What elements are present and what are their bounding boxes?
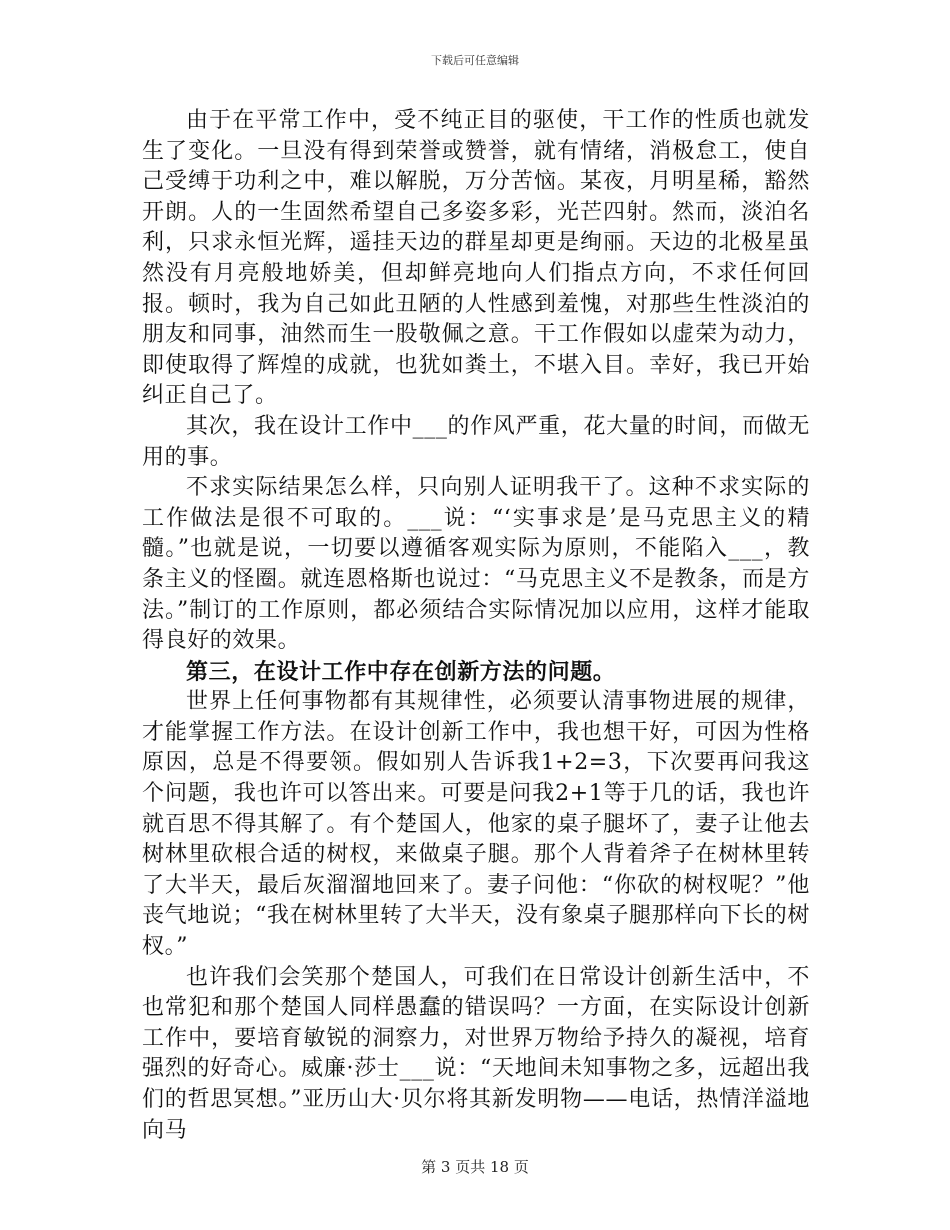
section-heading: 第三，在设计工作中存在创新方法的问题。 [186,658,616,685]
body-paragraph-1: 由于在平常工作中，受不纯正目的驱使，干工作的性质也就发生了变化。一旦没有得到荣誉或赞誉，就有情绪，消极怠工，使自己受缚于功利之中，难以解脱，万分苦恼。某夜，月明星稀，豁然开朗。人的一生固然希望自己多姿多彩，光芒四射。然而，淡泊名利，只求永恒光辉，遥挂天边的群星却更是绚丽。天边的北极星虽然没有月亮般地娇美，但却鲜亮地向人们指点方向，不求任何回报。顿时，我为自己如此丑陋的人性感到羞愧，对那些生性淡泊的朋友和同事，油然而生一股敬佩之意。干工作假如以虚荣为动力，即使取得了辉煌的成就，也犹如粪土，不堪入目。幸好，我已开始纠正自己了。 [142,108,810,409]
body-paragraph-2: 其次，我在设计工作中___的作风严重，花大量的时间，而做无用的事。 [142,413,810,470]
page-footer: 第 3 页共 18 页 [421,1158,529,1176]
document-body [142,106,810,1146]
body-paragraph-5: 也许我们会笑那个楚国人，可我们在日常设计创新生活中，不也常犯和那个楚国人同样愚蠢的错误吗？一方面，在实际设计创新工作中，要培育敏锐的洞察力，对世界万物给予持久的凝视，培育强烈的好奇心。威廉·莎士___说：“天地间未知事物之多，远超出我们的哲思冥想。”亚历山大·贝尔将其新发明物——电话，热情洋溢地向马 [142,964,810,1143]
page-header: 下载后可任意编辑 [431,54,519,67]
body-paragraph-4: 世界上任何事物都有其规律性，必须要认清事物进展的规律，才能掌握工作方法。在设计创新工作中，我也想干好，可因为性格原因，总是不得要领。假如别人告诉我1+2=3，下次要再问我这个问题，我也许可以答出来。可要是问我2+1等于几的话，我也许就百思不得其解了。有个楚国人，他家的桌子腿坏了，妻子让他去树林里砍根合适的树杈，来做桌子腿。那个人背着斧子在树林里转了大半天，最后灰溜溜地回来了。妻子问他：“你砍的树杈呢？”他丧气地说；“我在树林里转了大半天，没有象桌子腿那样向下长的树杈。” [142,689,810,960]
body-paragraph-3: 不求实际结果怎么样，只向别人证明我干了。这种不求实际的工作做法是很不可取的。___说：“‘实事求是’是马克思主义的精髓。”也就是说，一切要以遵循客观实际为原则，不能陷入___，教条主义的怪圈。就连恩格斯也说过：“马克思主义不是教条，而是方法。”制订的工作原则，都必须结合实际情况加以应用，这样才能取得良好的效果。 [142,475,810,654]
